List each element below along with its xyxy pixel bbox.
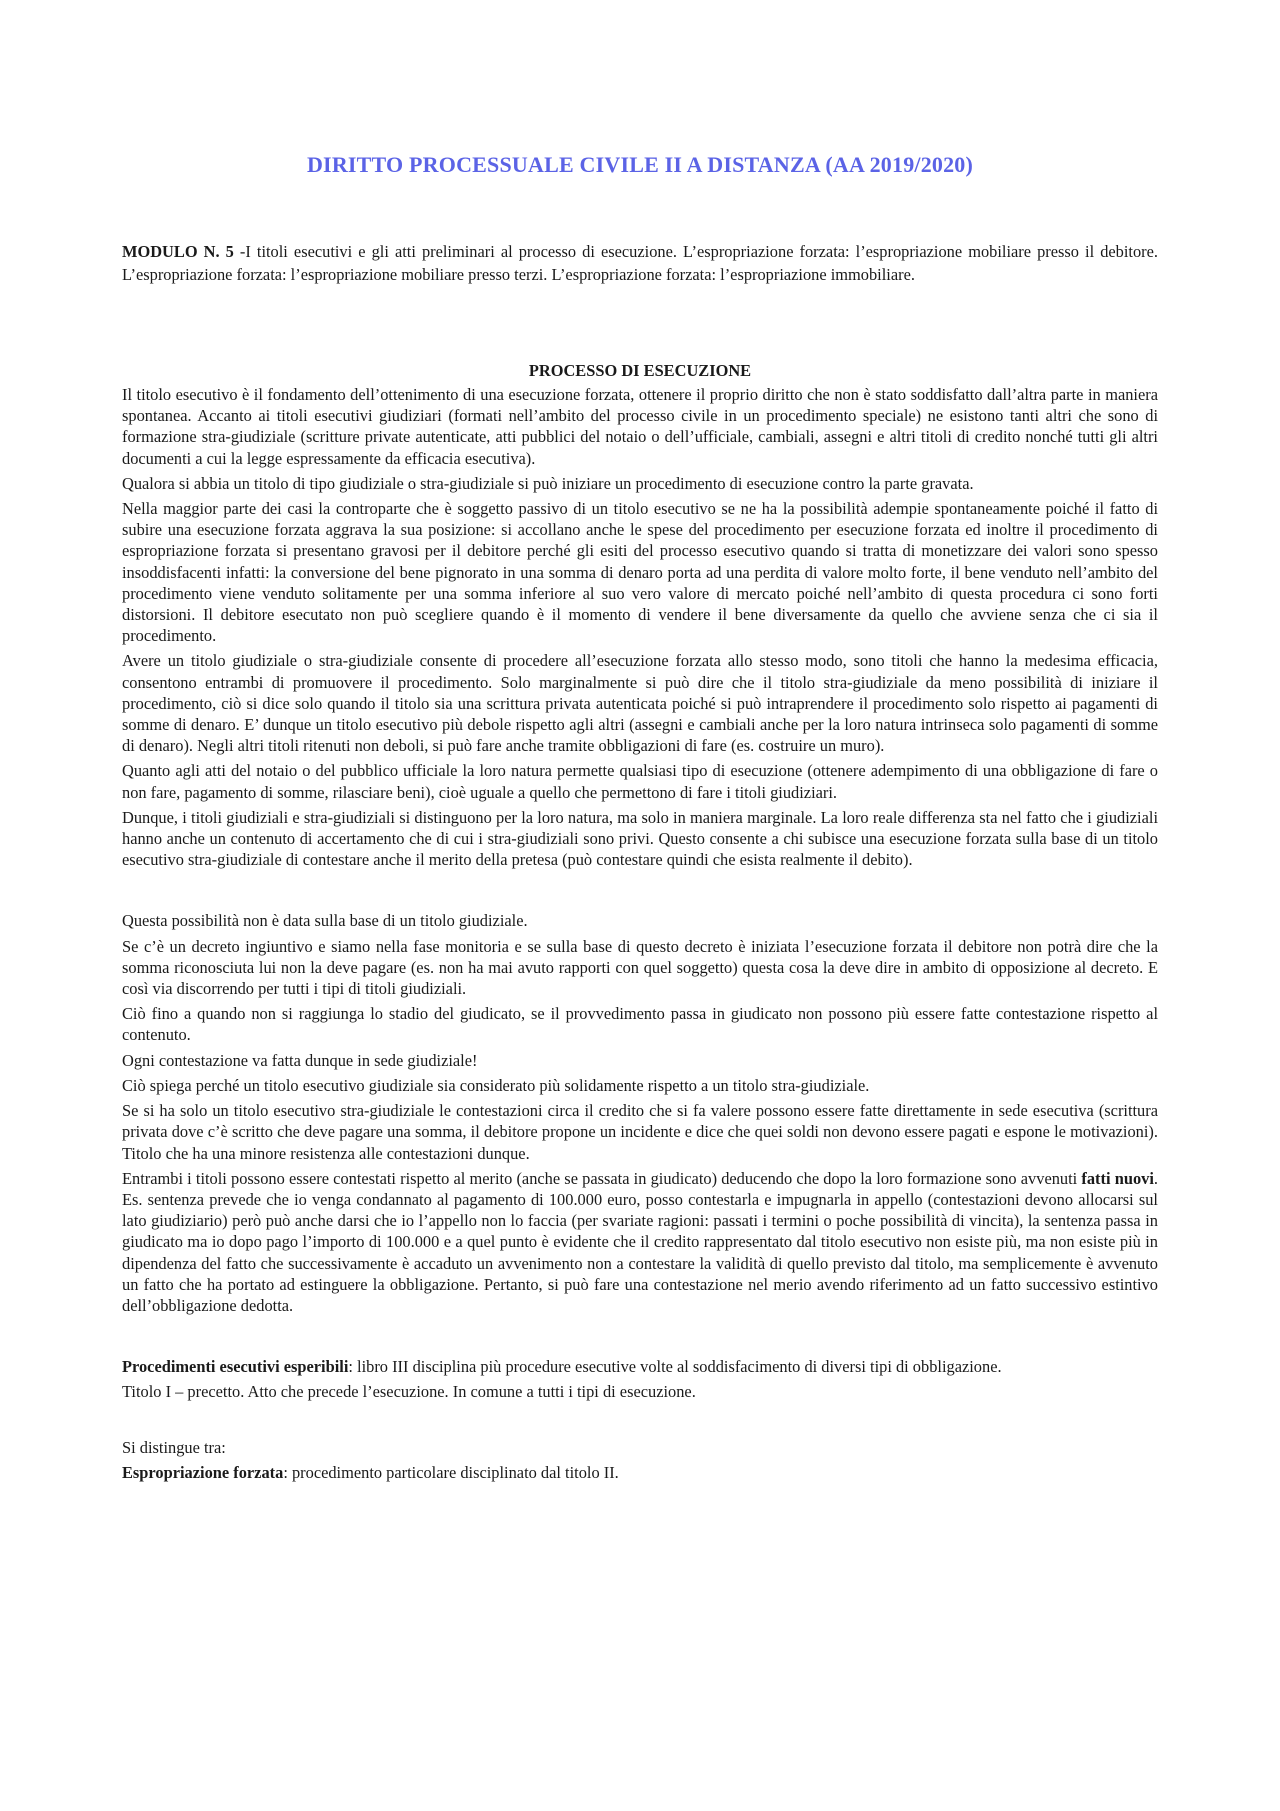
paragraph-emphasis: Espropriazione forzata: [122, 1462, 284, 1482]
paragraph: Dunque, i titoli giudiziali e stra-giudiziali si distinguono per la loro natura, ma solo in maniera marginale. La loro reale differenza sta nel fatto che i giudiziali hanno anche un contenuto di accertamento che di cui i stra-giudiziali sono privi. Questo consente a chi subisce una esecuzione forzata sulla base di un titolo esecutivo stra-giudiziale di contestare anche il merito della pretesa (può contestare quindi che esista realmente il debito).: [122, 807, 1158, 870]
paragraph: Avere un titolo giudiziale o stra-giudiziale consente di procedere all’esecuzione forzata allo stesso modo, sono titoli che hanno la medesima efficacia, consentono entrambi di promuovere il procedimento. Solo marginalmente si può dire che il titolo stra-giudiziale da meno possibilità di iniziare il procedimento, ciò si dice solo quando il titolo sia una scrittura privata autenticata poiché si può intraprendere il procedimento solo rispetto ai pagamenti di somme di denaro. E’ dunque un titolo esecutivo più debole rispetto agli altri (assegni e cambiali anche per la loro natura intrinseca solo pagamenti di somme di denaro). Negli altri titoli ritenuti non deboli, si può fare anche tramite obbligazioni di fare (es. costruire un muro).: [122, 651, 1158, 756]
paragraph: Titolo I – precetto. Atto che precede l’esecuzione. In comune a tutti i tipi di esecuzione.: [122, 1382, 696, 1402]
paragraph: Nella maggior parte dei casi la controparte che è soggetto passivo di un titolo esecutivo se ne ha la possibilità adempie spontaneamente poiché il fatto di subire una esecuzione forzata aggrava la sua posizione: si accollano anche le spese del procedimento per esecuzione forzata ed inoltre il procedimento di espropriazione forzata si presentano gravosi per il debitore perché gli esiti del processo esecutivo quando si tratta di monetizzare dei valori sono spesso insoddisfacenti infatti: la conversione del bene pignorato in una somma di denaro porta ad una perdita di valore molto forte, il bene venduto nell’ambito del procedimento viene venduto solitamente per una somma inferiore al suo vero valore di mercato poiché nell’ambito di questa procedura ci sono forti distorsioni. Il debitore esecutato non può scegliere quando è il momento di vendere il bene diversamente da quello che avviene senza che ci sia il procedimento.: [122, 499, 1158, 646]
module-label: MODULO N. 5: [122, 242, 234, 261]
paragraph: Se si ha solo un titolo esecutivo stra-giudiziale le contestazioni circa il credito che si fa valere possono essere fatte direttamente in sede esecutiva (scrittura privata dove c’è scritto che deve pagare una somma, il debitore propone un incidente e dice che quei soldi non devono essere pagati e espone le motivazioni). Titolo che ha una minore resistenza alle contestazioni dunque.: [122, 1101, 1158, 1163]
paragraph-text: Entrambi i titoli possono essere contestati rispetto al merito (anche se passata in giudicato) deducendo che dopo la loro formazione sono avvenuti: [122, 1168, 1082, 1188]
paragraph: [122, 1462, 1158, 1483]
paragraph: Ogni contestazione va fatta dunque in sede giudiziale!: [122, 1050, 478, 1070]
paragraph: Si distingue tra:: [122, 1437, 226, 1457]
document-title: DIRITTO PROCESSUALE CIVILE II A DISTANZA (AA 2019/2020): [306, 152, 974, 177]
document-body: [122, 384, 1158, 1487]
module-description: [122, 240, 1158, 286]
paragraph: Quanto agli atti del notaio o del pubblico ufficiale la loro natura permette qualsiasi tipo di esecuzione (ottenere adempimento di una obbligazione di fare o non fare, pagamento di somme, rilasciare beni), cioè uguale a quello che permettono di fare i titoli giudiziari.: [122, 761, 1158, 802]
paragraph: [122, 1168, 1158, 1316]
paragraph: Ciò spiega perché un titolo esecutivo giudiziale sia considerato più solidamente rispetto a un titolo stra-giudiziale.: [122, 1075, 870, 1095]
paragraph-emphasis: fatti nuovi: [1081, 1168, 1154, 1188]
paragraph-text: : procedimento particolare disciplinato dal titolo II.: [283, 1462, 619, 1482]
paragraph: Qualora si abbia un titolo di tipo giudiziale o stra-giudiziale si può iniziare un procedimento di esecuzione contro la parte gravata.: [122, 473, 974, 493]
paragraph-text: : libro III disciplina più procedure esecutive volte al soddisfacimento di diversi tipi di obbligazione.: [348, 1357, 1002, 1377]
paragraph: Questa possibilità non è data sulla base di un titolo giudiziale.: [122, 911, 528, 931]
paragraph: Ciò fino a quando non si raggiunga lo stadio del giudicato, se il provvedimento passa in giudicato non possono più essere fatte contestazione rispetto al contenuto.: [122, 1004, 1158, 1045]
paragraph: Il titolo esecutivo è il fondamento dell’ottenimento di una esecuzione forzata, ottenere il proprio diritto che non è stato soddisfatto dall’altra parte in maniera spontanea. Accanto ai titoli esecutivi giudiziari (formati nell’ambito del processo civile in un procedimento speciale) ne esistono tanti altri che sono di formazione stra-giudiziale (scritture private autenticate, atti pubblici del notaio o dell’ufficiale, cambiali, assegni e altri titoli di credito nonché tutti gli altri documenti a cui la legge espressamente da efficacia esecutiva).: [122, 385, 1158, 468]
section-heading: PROCESSO DI ESECUZIONE: [528, 361, 752, 380]
paragraph: Se c’è un decreto ingiuntivo e siamo nella fase monitoria e se sulla base di questo decreto è iniziata l’esecuzione forzata il debitore non potrà dire che la somma riconosciuta lui non la deve pagare (es. non ha mai avuto rapporti con quel soggetto) questa cosa la deve dire in ambito di opposizione al decreto. E così via discorrendo per tutti i tipi di titoli giudiziali.: [122, 936, 1158, 999]
paragraph-text: . Es. sentenza prevede che io venga condannato al pagamento di 100.000 euro, posso contestarla e impugnarla in appello (contestazioni devono allocarsi sul lato giudiziario) però può anche darsi che io l’appello non lo faccia (per svariate ragioni: passati i termini o poche possibilità di vincita), la sentenza passa in giudicato ma io dopo pago l’importo di 100.000 e a quel punto è evidente che il credito rappresentato dal titolo esecutivo non esiste più, ma non esiste più in dipendenza del fatto che successivamente è accaduto un avvenimento non a contestare la validità di quello previsto dal titolo, ma semplicemente è avvenuto un fatto che ha portato ad estinguere la obbligazione. Pertanto, si può fare una contestazione nel merio avendo riferimento ad un fatto successivo estintivo dell’obbligazione dedotta.: [122, 1168, 1158, 1315]
module-text: -I titoli esecutivi e gli atti preliminari al processo di esecuzione. L’espropriazione forzata: l’espropriazione mobiliare presso il debitore. L’espropriazione forzata: l’espropriazione mobiliare presso terzi. L’espropriazione forzata: l’espropriazione immobiliare.: [122, 242, 1158, 284]
paragraph: [122, 1356, 1158, 1377]
paragraph-emphasis: Procedimenti esecutivi esperibili: [122, 1357, 349, 1377]
